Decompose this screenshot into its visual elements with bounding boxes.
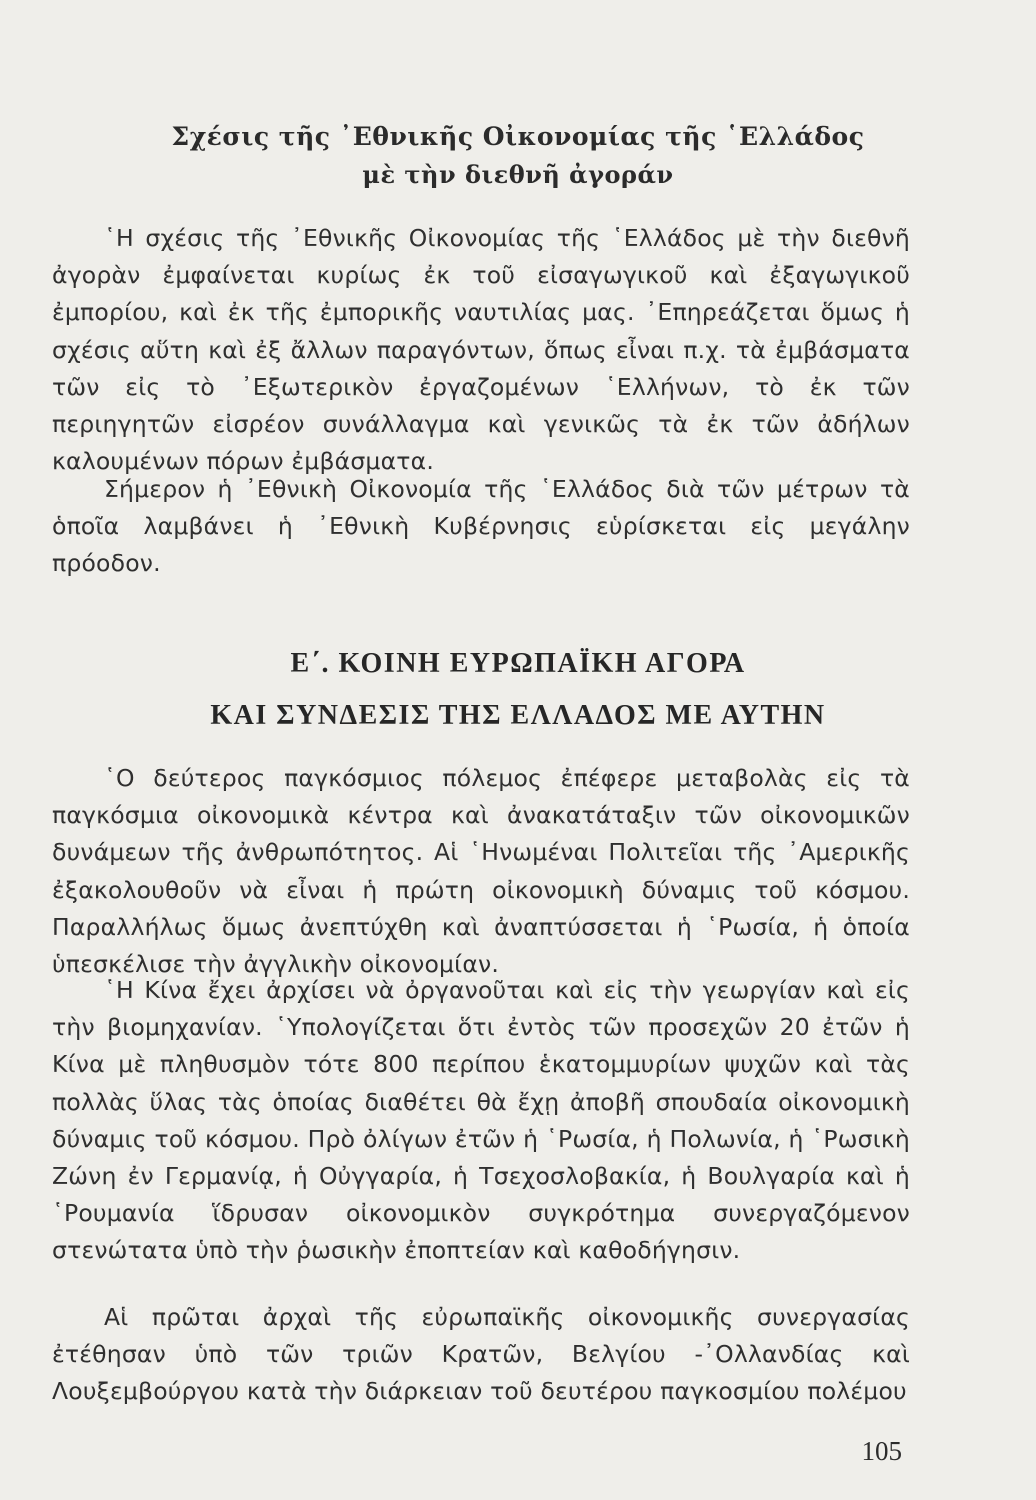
section-title: Σχέσις τῆς ᾿Εθνικῆς Οἰκονομίας τῆς ῾Ελλάδος <box>171 122 865 151</box>
page-number: 105 <box>861 1436 902 1466</box>
paragraph: ῾Η Κίνα ἔχει ἀρχίσει νὰ ὀργανοῦται καὶ εἰς τὴν γεωργίαν καὶ εἰς τὴν βιομηχανίαν. ῾Υπολογίζεται ὅτι ἐντὸς τῶν προσεχῶν 20 ἐτῶν ἡ Κίνα μὲ πληθυσμὸν τότε 800 περίπου ἑκατομμυρίων ψυχῶν καὶ τὰς πολλὰς ὕλας τὰς ὁποίας διαθέτει θὰ ἔχῃ ἀποβῆ σπουδαία οἰκονομικὴ δύναμις τοῦ κόσμου. Πρὸ ὀλίγων ἐτῶν ἡ ῾Ρωσία, ἡ Πολωνία, ἡ ῾Ρωσικὴ Ζώνη ἐν Γερμανίᾳ, ἡ Οὐγγαρία, ἡ Τσεχοσλοβακία, ἡ Βουλγαρία καὶ ἡ ῾Ρουμανία ἵδρυσαν οἰκονομικὸν συγκρότημα συνεργαζόμενον στενώτατα ὑπὸ τὴν ῥωσικὴν ἐποπτείαν καὶ καθοδήγησιν. <box>52 976 910 1265</box>
section-subtitle: μὲ τὴν διεθνῆ ἀγοράν <box>362 160 674 189</box>
chapter-heading: Ε΄. ΚΟΙΝΗ ΕΥΡΩΠΑΪΚΗ ΑΓΟΡΑ <box>290 648 746 679</box>
chapter-subheading: ΚΑΙ ΣΥΝΔΕΣΙΣ ΤΗΣ ΕΛΛΑΔΟΣ ΜΕ ΑΥΤΗΝ <box>210 700 826 731</box>
paragraph: ῾Ο δεύτερος παγκόσμιος πόλεμος ἐπέφερε μεταβολὰς εἰς τὰ παγκόσμια οἰκονομικὰ κέντρα καὶ ἀνακατάταξιν τῶν οἰκονομικῶν δυνάμεων τῆς ἀνθρωπότητος. Αἱ ῾Ηνωμέναι Πολιτεῖαι τῆς ᾿Αμερικῆς ἐξακολουθοῦν νὰ εἶναι ἡ πρώτη οἰκονομικὴ δύναμις τοῦ κόσμου. Παραλλήλως ὅμως ἀνεπτύχθη καὶ ἀναπτύσσεται ἡ ῾Ρωσία, ἡ ὁποία ὑπεσκέλισε τὴν ἀγγλικὴν οἰκονομίαν. <box>52 764 910 979</box>
paragraph: Σήμερον ἡ ᾿Εθνικὴ Οἰκονομία τῆς ῾Ελλάδος διὰ τῶν μέτρων τὰ ὁποῖα λαμβάνει ἡ ᾿Εθνικὴ Κυβέρνησις εὑρίσκεται εἰς μεγάλην πρόοδον. <box>52 475 910 578</box>
paragraph: Αἱ πρῶται ἀρχαὶ τῆς εὐρωπαϊκῆς οἰκονομικῆς συνεργασίας ἐτέθησαν ὑπὸ τῶν τριῶν Κρατῶν, Βελγίου -᾿Ολλανδίας καὶ Λουξεμβούργου κατὰ τὴν διάρκειαν τοῦ δευτέρου παγκοσμίου πολέμου <box>52 1303 910 1406</box>
paragraph: ῾Η σχέσις τῆς ᾿Εθνικῆς Οἰκονομίας τῆς ῾Ελλάδος μὲ τὴν διεθνῆ ἀγορὰν ἐμφαίνεται κυρίως ἐκ τοῦ εἰσαγωγικοῦ καὶ ἐξαγωγικοῦ ἐμπορίου, καὶ ἐκ τῆς ἐμπορικῆς ναυτιλίας μας. ᾿Επηρεάζεται ὅμως ἡ σχέσις αὕτη καὶ ἐξ ἄλλων παραγόντων, ὅπως εἶναι π.χ. τὰ ἐμβάσματα τῶν εἰς τὸ ᾿Εξωτερικὸν ἐργαζομένων ῾Ελλήνων, τὸ ἐκ τῶν περιηγητῶν εἰσρέον συνάλλαγμα καὶ γενικῶς τὰ ἐκ τῶν ἀδήλων καλουμένων πόρων ἐμβάσματα. <box>52 224 910 476</box>
